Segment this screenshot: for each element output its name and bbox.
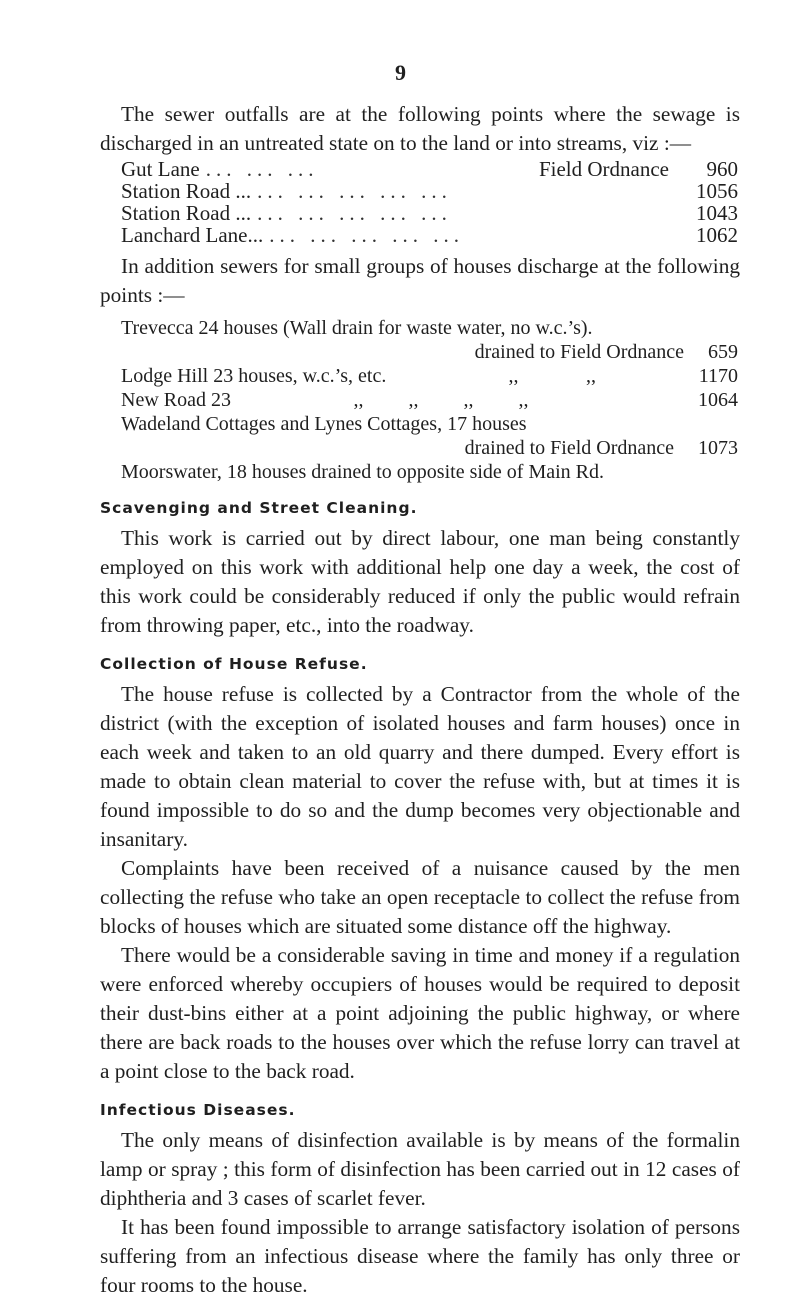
wadeland-value: 1073 [698,437,738,459]
trevecca-text: Trevecca 24 houses (Wall drain for waste water, no w.c.’s). [121,317,593,339]
refuse-paragraph-2: Complaints have been received of a nuisance caused by the men collecting the refuse who take an open receptacle to collect the refuse from blocks of houses which are situated some distance off the highway. [100,856,740,938]
ditto-mark: ,, [508,365,519,387]
section-heading-refuse: Collection of House Refuse. [100,655,368,673]
wadeland-text: Wadeland Cottages and Lynes Cottages, 17 houses [121,413,527,435]
outfall-place: Station Road ... [121,179,252,203]
list-item [121,158,738,180]
new-road-value: 1064 [698,389,738,411]
refuse-paragraph-3: There would be a considerable saving in time and money if a regulation were enforced whereby occupiers of houses would be required to deposit their dust-bins either at a point adjoining the public highway, or where there are back roads to the houses over which the refuse lorry can travel at a point close to the back road. [100,943,740,1083]
list-item [121,388,738,412]
leader-dots: ... ... ... [205,158,319,180]
leader-dots: ... ... ... ... ... [269,224,465,246]
page-number: 9 [395,60,406,85]
trevecca-drain: drained to Field Ordnance [474,341,684,363]
outfall-destination: Field Ordnance [538,157,669,181]
list-item [121,364,738,388]
ditto-mark: ,, [463,389,474,411]
list-item [121,316,738,340]
refuse-paragraph-1: The house refuse is collected by a Contractor from the whole of the district (with the exception of isolated houses and farm houses) once in each week and taken to an old quarry and there dumped. Every effort is made to obtain clean material to cover the refuse with, but at times it is found impossible to do so and the dump becomes very objectionable and insanitary. [100,682,740,851]
ditto-mark: ,, [353,389,364,411]
ditto-mark: ,, [518,389,529,411]
list-item [121,202,738,224]
outfall-value: 1062 [696,223,738,247]
list-item [121,340,738,364]
new-road-text: New Road 23 [121,389,231,411]
outfall-place: Station Road ... [121,201,252,225]
section-heading-scavenging: Scavenging and Street Cleaning. [100,499,418,517]
outfall-place: Lanchard Lane... [121,223,264,247]
outfall-value: 1043 [696,201,738,225]
list-item [121,436,738,460]
list-item [121,224,738,246]
list-item [121,412,738,436]
outfall-place: Gut Lane [121,157,200,181]
infectious-paragraph-2: It has been found impossible to arrange satisfactory isolation of persons suffering from an infectious disease where the family has only three or four rooms to the house. [100,1215,740,1297]
page-content [100,100,740,1300]
wadeland-drain: drained to Field Ordnance [464,437,674,459]
lodge-hill-text: Lodge Hill 23 houses, w.c.’s, etc. [121,365,387,387]
trevecca-value: 659 [708,341,738,363]
outfalls-list [121,158,738,246]
scavenging-paragraph: This work is carried out by direct labour, one man being constantly employed on this work with additional help one day a week, the cost of this work could be considerably reduced if only the public would refrain from throwing paper, etc., into the roadway. [100,526,740,637]
leader-dots: ... ... ... ... ... [257,202,452,224]
moorswater-text: Moorswater, 18 houses drained to opposite side of Main Rd. [121,461,605,483]
list-item [121,180,738,202]
lodge-hill-value: 1170 [698,365,738,387]
section-heading-infectious: Infectious Diseases. [100,1101,296,1119]
infectious-paragraph-1: The only means of disinfection available is by means of the formalin lamp or spray ; this form of disinfection has been carried out in 12 cases of diphtheria and 3 cases of scarlet fever. [100,1128,740,1210]
list-item [121,460,738,484]
ditto-mark: ,, [586,365,596,387]
outfall-value: 960 [706,157,738,181]
leader-dots: ... ... ... ... ... [257,180,452,202]
outfalls-intro: The sewer outfalls are at the following points where the sewage is discharged in an untreated state on to the land or into streams, viz :— [100,102,740,155]
outfall-value: 1056 [696,179,738,203]
ditto-mark: ,, [408,389,419,411]
small-groups-list [121,316,738,484]
small-groups-intro: In addition sewers for small groups of houses discharge at the following points :— [100,254,740,307]
